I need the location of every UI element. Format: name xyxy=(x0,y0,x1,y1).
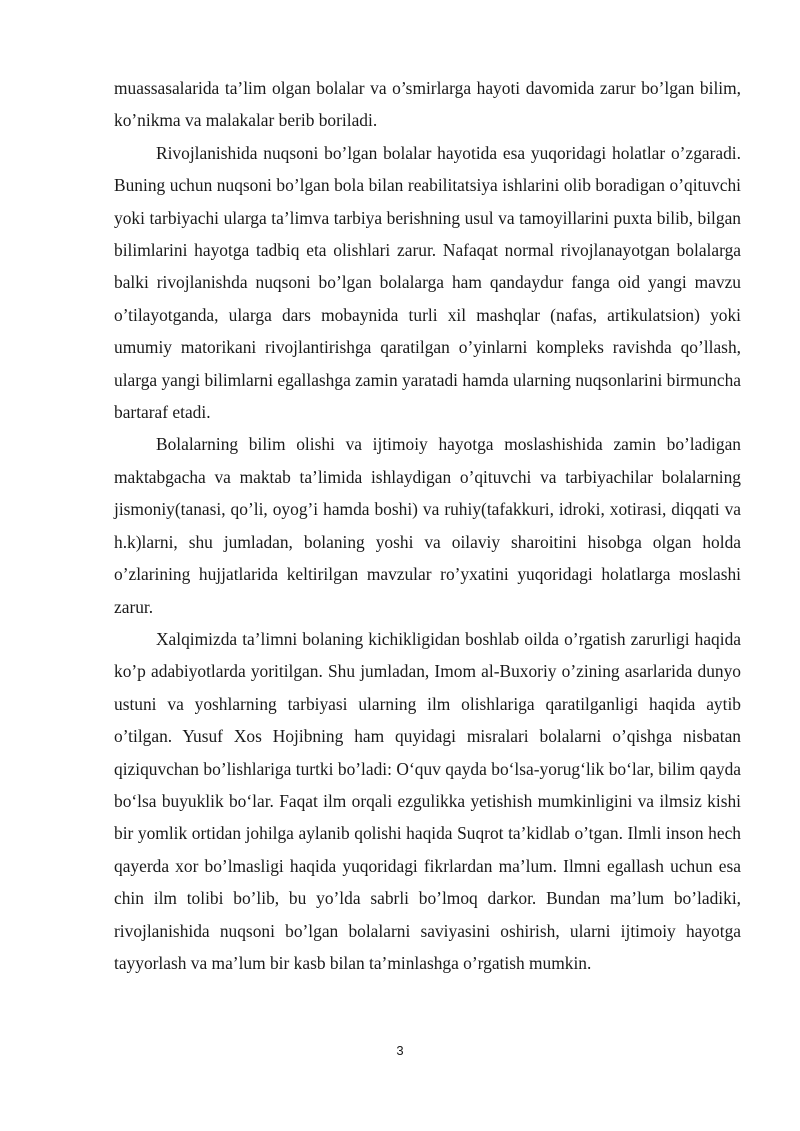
paragraph-1: muassasalarida ta’lim olgan bolalar va o’smirlarga hayoti davomida zarur bo’lgan bilim, ko’nikma va malakalar berib boriladi. xyxy=(114,78,741,131)
paragraph-4: Xalqimizda ta’limni bolaning kichikligidan boshlab oilda o’rgatish zarurligi haqida ko’p adabiyotlarda yoritilgan. Shu jumladan, Imom al-Buxoriy o’zining asarlarida dunyo ustuni va yoshlarning tarbiyasi ularning ilm olishlariga qaratilganligi haqida aytib o’tilgan. Yusuf Xos Hojibning ham quyidagi misralari bolalarni o’qishga nisbatan qiziquvchan bo’lishlariga turtki bo’ladi: O‘quv qayda bo‘lsa-yorug‘lik bo‘lar, bilim qayda bo‘lsa buyuklik bo‘lar. Faqat ilm orqali ezgulikka yetishish mumkinligini va ilmsiz kishi bir yomlik ortidan johilga aylanib qolishi haqida Suqrot ta’kidlab o’tgan. Ilmli inson hech qayerda xor bo’lmasligi haqida yuqoridagi fikrlardan ma’lum. Ilmni egallash uchun esa chin ilm tolibi bo’lib, bu yo’lda sabrli bo’lmoq darkor. Bundan ma’lum bo’ladiki, rivojlanishida nuqsoni bo’lgan bolalarni saviyasini oshirish, ularni ijtimoiy hayotga tayyorlash va ma’lum bir kasb bilan ta’minlashga o’rgatish mumkin. xyxy=(114,628,741,973)
paragraph-3: Bolalarning bilim olishi va ijtimoiy hayotga moslashishida zamin bo’ladigan maktabgacha va maktab ta’limida ishlaydigan o’qituvchi va tarbiyachilar bolalarning jismoniy(tanasi, qo’li, oyog’i hamda boshi) va ruhiy(tafakkuri, idroki, xotirasi, diqqati va h.k)larni, shu jumladan, bolaning yoshi va oilaviy sharoitini hisobga olgan holda o’zlarining hujjatlarida keltirilgan mavzular ro’yxatini yuqoridagi holatlarga moslashi zarur. xyxy=(114,434,741,617)
page-number: 3 xyxy=(396,1043,404,1058)
paragraph-2: Rivojlanishida nuqsoni bo’lgan bolalar hayotida esa yuqoridagi holatlar o’zgaradi. Buning uchun nuqsoni bo’lgan bola bilan reabilitatsiya ishlarini olib boradigan o’qituvchi yoki tarbiyachi ularga ta’limva tarbiya berishning usul va tamoyillarini puxta bilib, bilgan bilimlarini hayotga tadbiq eta olishlari zarur. Nafaqat normal rivojlanayotgan bolalarga balki rivojlanishda nuqsoni bo’lgan bolalarga ham qandaydur fanga oid yangi mavzu o’tilayotganda, ularga dars mobaynida turli xil mashqlar (nafas, artikulatsion) yoki umumiy matorikani rivojlantirishga qaratilgan o’yinlarni kompleks ravishda qo’llash, ularga yangi bilimlarni egallashga zamin yaratadi hamda ularning nuqsonlarini birmuncha bartaraf etadi. xyxy=(114,142,741,423)
document-body xyxy=(114,72,741,979)
